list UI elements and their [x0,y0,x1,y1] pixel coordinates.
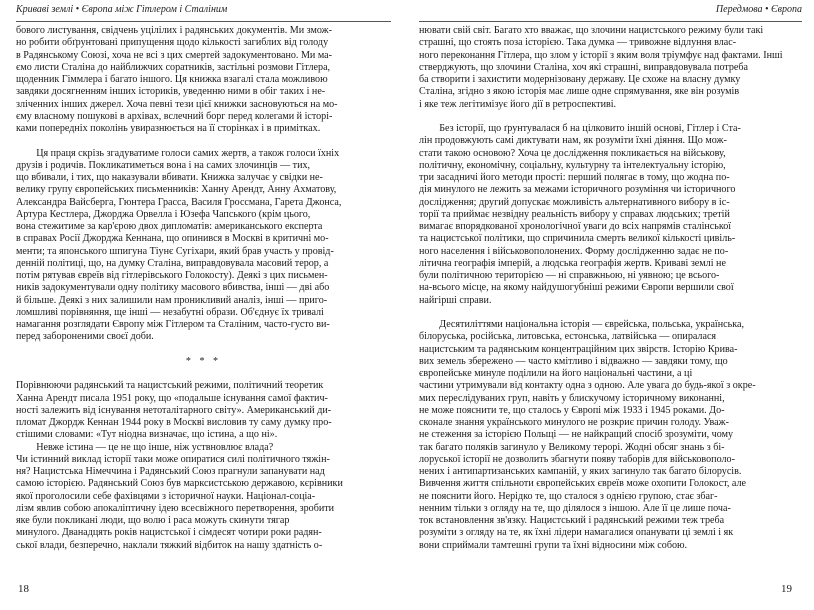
text-line: розуміти з огляду на те, як їхні лідери намагалися опанувати ці землі і як [419,527,734,539]
paragraph-block [16,25,391,344]
text-line: завдяки досягненням інших істориків, уведенню ними в обіг таких і не- [16,86,326,98]
text-line: велику групу європейських письменників: Ханну Арендт, Анну Ахматову, [16,184,337,196]
text-line: не пояснити його. Нерідко те, що сталося з однією групою, стає збаг- [419,490,718,502]
section-ornament: * * * [185,355,222,367]
right-page [407,0,814,610]
text-line: перед забороненими своєї доби. [16,331,154,343]
text-line: Невже істина — це не що інше, ніж уствновлює влада? [16,441,274,453]
paragraph-gap [16,135,391,147]
text-line: бового листування, свідчень уцілілих і радянських документів. Ми змож- [16,25,333,36]
text-line: Ця праця скрізь згадуватиме голоси самих жертв, а також голоси їхніх [16,147,340,159]
text-line: ня? Нацистська Німеччина і Радянський Союз прагнули запанувати над [16,466,325,477]
text-line: Сталіна, згідно з якою історія має лише одне спрямування, яке він розумів [419,86,740,98]
text-line: торії та приймає незвідну реальність вибору у справах людських; третій [419,208,730,220]
text-line: в справах Росії Джорджа Кеннана, що опинився в Москві в критичні мо- [16,233,329,245]
text-line: яке були покликані люди, що волю і раса можуть скинути тягар [16,515,290,526]
text-line: в Радянському Союзі, хоча не всі з цих смертей задокументовано. Ми ма- [16,49,333,61]
text-line: сконале знання українського минулого не розкриє причин голоду. Уваж- [419,417,729,428]
text-line: три засадничі його методи прості: перший полягає в тому, що жодна по- [419,172,730,183]
text-line: Артура Кестлера, Джорджа Орвелла і Юзефа Чапського (крім цього, [16,208,311,220]
text-line: Порівнюючи радянський та нацистський режими, політичний теоретик [16,380,324,392]
text-line: пломат Джордж Кеннан 1944 року в Москві висловив ту саму думку про- [16,417,332,428]
text-line: лізм явлив собою апокаліптичну ідею всесвіжного перетворення, зробити [16,502,335,514]
text-line: нених і антипартизанських кампаній, у яких загинуло так багато білорусів. [419,466,742,477]
text-line: так багато поляків загинуло у Великому терорі. Жодні обсяг знань з бі- [419,441,725,453]
text-line: не стеження за історією Польщі — не найкращий спосіб зрозуміти, чому [419,429,734,441]
header-rule [419,21,802,22]
running-head: Криваві землі • Європа між Гітлером і Сталіним [16,4,228,15]
text-line: стішими словами: «Тут ніодна визначає, що істина, а що ні». [16,429,278,441]
text-line: вих земель збережено — часто кмітливо і відважно — завдяки тому, що [419,355,728,367]
text-line: лоруської історії не дозволить збагнути появу таборів для військовополо- [419,453,735,465]
text-line: ба створити і захистити модернізовану державу. Це схоже на власну думку [419,74,741,85]
paragraph-block [16,380,391,552]
text-line: зліченних інших джерел. Хоча певні тези цієї книжки засновуються на мо- [16,98,338,110]
section-gap [16,344,391,356]
text-line: частини утримували від контакту одна з одною. Але увага до будь-якої з окре- [419,380,756,392]
text-line: вони сприймали тамтешні групи та їхні відносини між собою. [419,539,688,551]
text-line: дослідження; другий допускає можливість альтернативного вибору в іс- [419,196,730,208]
text-line: Чи істинний виклад історії таки може опиратися силі політичного тяжін- [16,453,330,465]
text-line: якої проголосили себе фахівцями з історичної науки. Націонал-соціа- [16,490,316,502]
text-line: ненним тільки з огляду на те, що ділялося з іншою. Але її це лише поча- [419,502,731,514]
text-line: стати такою основою? Хоча це дослідження покликається на військову, [419,147,726,159]
text-line: нювати свій світ. Багато хто вважає, що злочини нацистського режиму були такі [419,25,764,36]
text-line: були політичною територією — ні справжньою, ні уявною; це всього- [419,270,720,281]
text-line: Вивчення життя спільноти європейських євреїв може охопити Голокост, але [419,478,746,490]
text-line: вимагає впорядкованої хронологічної уваги до всіх напрямів сталінської [419,221,732,232]
paragraph-gap [419,307,802,319]
text-line: і яке теж легітимізує його дії в ретроспективі. [419,98,617,110]
text-line: Ханна Арендт писала 1951 року, що «подальше існування самої фактич- [16,392,328,404]
text-line: лін продовжують самі диктувати нам, як розуміти їхні діяння. Що мож- [419,135,727,147]
text-line: денній політиці, що, на думку Сталіна, виправдовувала масовий терор, а [16,257,329,269]
text-line: вона стежитиме за кар'єрою двох дипломатів: американського експерта [16,221,323,232]
text-line: білоруська, російська, литовська, естонська, латвійська — опиралася [419,331,717,343]
text-line: Александра Вайсберга, Гюнтера Грасса, Василя Гроссмана, Гарета Джонса, [16,196,342,208]
text-line: на-всього місце, на якому найдушогубніші режими Європи вершили свої [419,282,734,294]
text-line: минулого. Дванадцять років нацистської і сімдесят чотири роки радян- [16,527,322,539]
text-line: ток встановлення зв'язку. Нацистський і радянський режими теж треба [419,515,725,526]
text-column [419,25,802,552]
text-line: не може пояснити те, що сталось у Європі між 1933 і 1945 роками. До- [419,404,725,416]
text-line: стверджують, що злочини Сталіна, хоч які страшні, виправдовувала потреба [419,61,749,73]
text-line: ного переконання Гітлера, що злом у історії з яким воля тріумфує над фактами. Інші [419,49,783,61]
text-line: друзів і родичів. Покликатиметься вона і на самих злочинців — тих, [16,159,311,171]
text-line: менти; та японського шпигуна Тіунє Сугіхари, який брав участь у провід- [16,245,334,257]
page-number: 18 [18,583,29,595]
paragraph-gap [419,111,802,123]
text-line: літична географія імперій, а людська географія жертв. Криваві землі не [419,257,726,269]
text-line: єму власному пошукові в архівах, вслечний борг перед колегами й історі- [16,110,333,122]
text-line: ської влади, безперечно, наклали тяжкий відбиток на нашу здатність о- [16,539,323,551]
text-line: й більше. Деякі з них залишили нам проникливий аналіз, інші — приго- [16,294,328,306]
text-line: нацистським та радянським концентраційним цих звірств. Історію Крива- [419,343,738,355]
text-line: но робити обґрунтовані припущення щодо кількості загиблих від голоду [16,37,329,49]
text-line: ломшливі порівняння, ще інші — незабутні образи. Об'єднує їх тривалі [16,306,324,318]
text-line: страшні, що стоять поза історією. Така думка — тривожне відлуння влас- [419,37,737,49]
text-line: політичну, економічну, соціальну, культурну та інтелектуальну історію, [419,159,726,171]
text-line: ності залежить від існування нетоталітарного світу». Американський ди- [16,404,332,416]
paragraph-block [419,25,802,552]
text-line: Десятиліттями національна історія — єврейська, польська, українська, [419,319,744,330]
header-rule [16,21,391,22]
section-gap [16,368,391,380]
text-line: щоденник Гіммлера і багато іншого. Ця книжка взагалі стала можливою [16,74,328,85]
text-line: намагання розглядати Європу між Гітлером та Сталіним, часто-густо ви- [16,319,330,330]
page-number: 19 [781,583,792,595]
text-line: мих переслідуваних груп, навіть у блискучому історичному виконанні, [419,392,725,404]
running-head: Передмова • Європа [715,4,802,15]
text-line: потім рятував євреїв від гітлерівського Голокосту). Деякі з цих письмен- [16,270,328,281]
text-line: та нацистської політики, що спричинила смерть великої кількості цивіль- [419,233,736,245]
text-line: ками попередніх поколінь увиразнюється на її сторінках і в примітках. [16,123,321,134]
text-column [16,25,391,552]
text-line: самою історією. Радянський Союз був марксистською державою, кєрівники [16,478,343,490]
text-line: що вбивали, і тих, що наказували вбивати. Книжка залучає у свідки не- [16,172,323,183]
text-line: найгірші справи. [419,294,492,306]
text-line: європейське минуле поділили на його національні частини, а ці [419,368,693,379]
text-line: ного населення і військовополонених. Форму дослідженню задає не по- [419,245,729,257]
text-line: дія минулого не лежить за межами історичного розуміння чи історичного [419,184,736,196]
text-line: ників задокументували одну політику масового вбивства, інші — дві або [16,282,330,294]
text-line: Без історії, що ґрунтувалася б на цілковито іншій основі, Гітлер і Ста- [419,123,741,134]
text-line: ємо листи Сталіна до найближчих соратників, застільні розмови Гітлера, [16,61,331,73]
